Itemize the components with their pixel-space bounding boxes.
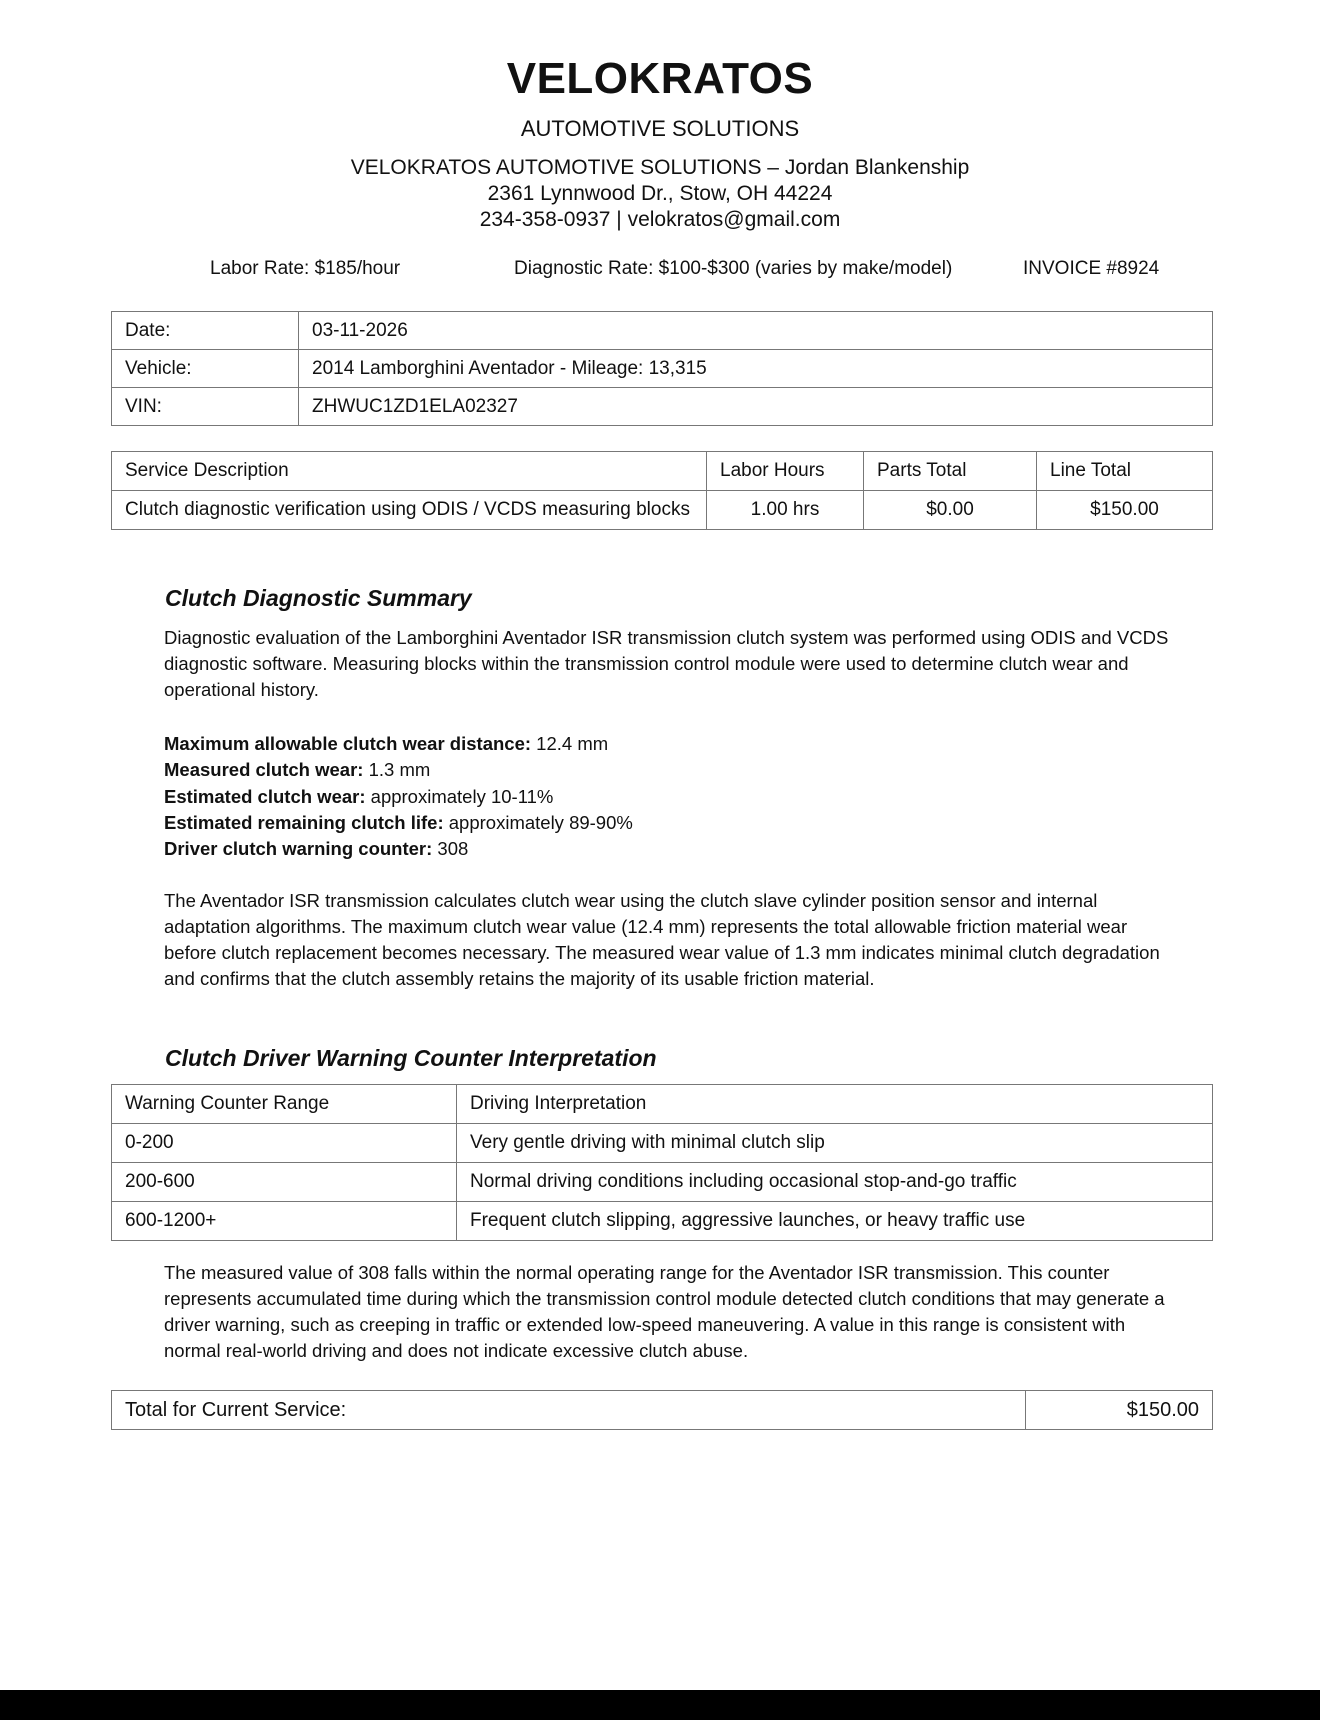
contact-block [0,155,1320,233]
line-total: $150.00 [1037,491,1213,530]
column-header: Service Description [112,452,707,491]
summary-explanation: The Aventador ISR transmission calculates clutch wear using the clutch slave cylinder position sensor and internal adaptation algorithms. The maximum clutch wear value (12.4 mm) represents the total allowable friction material wear before clutch replacement becomes necessary. The measured wear value of 1.3 mm indicates minimal clutch degradation and confirms that the clutch assembly retains the majority of its usable friction material. [164,890,1160,989]
date-label: Date: [112,312,299,350]
metric-warning-counter: Driver clutch warning counter: 308 [164,838,469,860]
table-row [112,350,1213,388]
invoice-number: INVOICE #8924 [1023,258,1160,279]
vin-label: VIN: [112,388,299,426]
vehicle-label: Vehicle: [112,350,299,388]
table-row [112,1124,1213,1163]
counter-range: 600-1200+ [112,1202,457,1241]
table-row [112,312,1213,350]
labor-hours: 1.00 hrs [707,491,864,530]
column-header: Driving Interpretation [457,1085,1213,1124]
summary-title: Clutch Diagnostic Summary [165,585,472,611]
owner-line: VELOKRATOS AUTOMOTIVE SOLUTIONS – Jordan Blankenship [350,156,970,179]
total-amount: $150.00 [1026,1391,1213,1430]
metric-remaining-life: Estimated remaining clutch life: approximately 89-90% [164,811,633,833]
table-header-row [112,452,1213,491]
parts-total: $0.00 [864,491,1037,530]
metric-max-wear: Maximum allowable clutch wear distance: 12.4 mm [164,733,609,754]
clutch-metrics [164,731,633,862]
metric-measured-wear: Measured clutch wear: 1.3 mm [164,759,431,781]
date-value: 03-11-2026 [299,312,1213,350]
table-row [112,388,1213,426]
counter-interpretation: Very gentle driving with minimal clutch slip [457,1124,1213,1163]
table-row [112,1202,1213,1241]
labor-rate: Labor Rate: $185/hour [210,258,401,279]
summary-intro: Diagnostic evaluation of the Lamborghini Aventador ISR transmission clutch system was performed using ODIS and VCDS diagnostic software. Measuring blocks within the transmission control module were used to determine clutch wear and operational history. [164,627,1169,700]
service-table [111,451,1213,530]
vin-value: ZHWUC1ZD1ELA02327 [299,388,1213,426]
column-header: Parts Total [864,452,1037,491]
total-label: Total for Current Service: [112,1391,1026,1430]
counter-range: 0-200 [112,1124,457,1163]
warning-counter-table [111,1084,1213,1241]
phone-email-line: 234-358-0937 | velokratos@gmail.com [479,208,841,231]
counter-interpretation: Frequent clutch slipping, aggressive launches, or heavy traffic use [457,1202,1213,1241]
vehicle-value: 2014 Lamborghini Aventador - Mileage: 13,315 [299,350,1213,388]
service-description: Clutch diagnostic verification using ODIS / VCDS measuring blocks [112,491,707,530]
diagnostic-rate: Diagnostic Rate: $100-$300 (varies by make/model) [514,258,953,279]
bottom-bar [0,1690,1320,1720]
column-header: Line Total [1037,452,1213,491]
counter-interpretation: Normal driving conditions including occasional stop-and-go traffic [457,1163,1213,1202]
table-row [112,1391,1213,1430]
vehicle-info-table [111,311,1213,426]
counter-range: 200-600 [112,1163,457,1202]
address-line: 2361 Lynnwood Dr., Stow, OH 44224 [487,182,833,205]
company-name: VELOKRATOS [506,54,814,103]
table-row [112,1163,1213,1202]
table-header-row [112,1085,1213,1124]
column-header: Labor Hours [707,452,864,491]
column-header: Warning Counter Range [112,1085,457,1124]
table-row [112,491,1213,530]
total-table [111,1390,1213,1430]
warning-title: Clutch Driver Warning Counter Interpretation [165,1045,657,1071]
warning-note: The measured value of 308 falls within the normal operating range for the Aventador ISR transmission. This counter represents accumulated time during which the transmission control module detected clutch conditions that may generate a driver warning, such as creeping in traffic or extended low-speed maneuvering. A value in this range is consistent with normal real-world driving and does not indicate excessive clutch abuse. [164,1262,1165,1361]
metric-estimated-wear: Estimated clutch wear: approximately 10-11% [164,785,554,807]
company-tagline: AUTOMOTIVE SOLUTIONS [520,116,800,141]
